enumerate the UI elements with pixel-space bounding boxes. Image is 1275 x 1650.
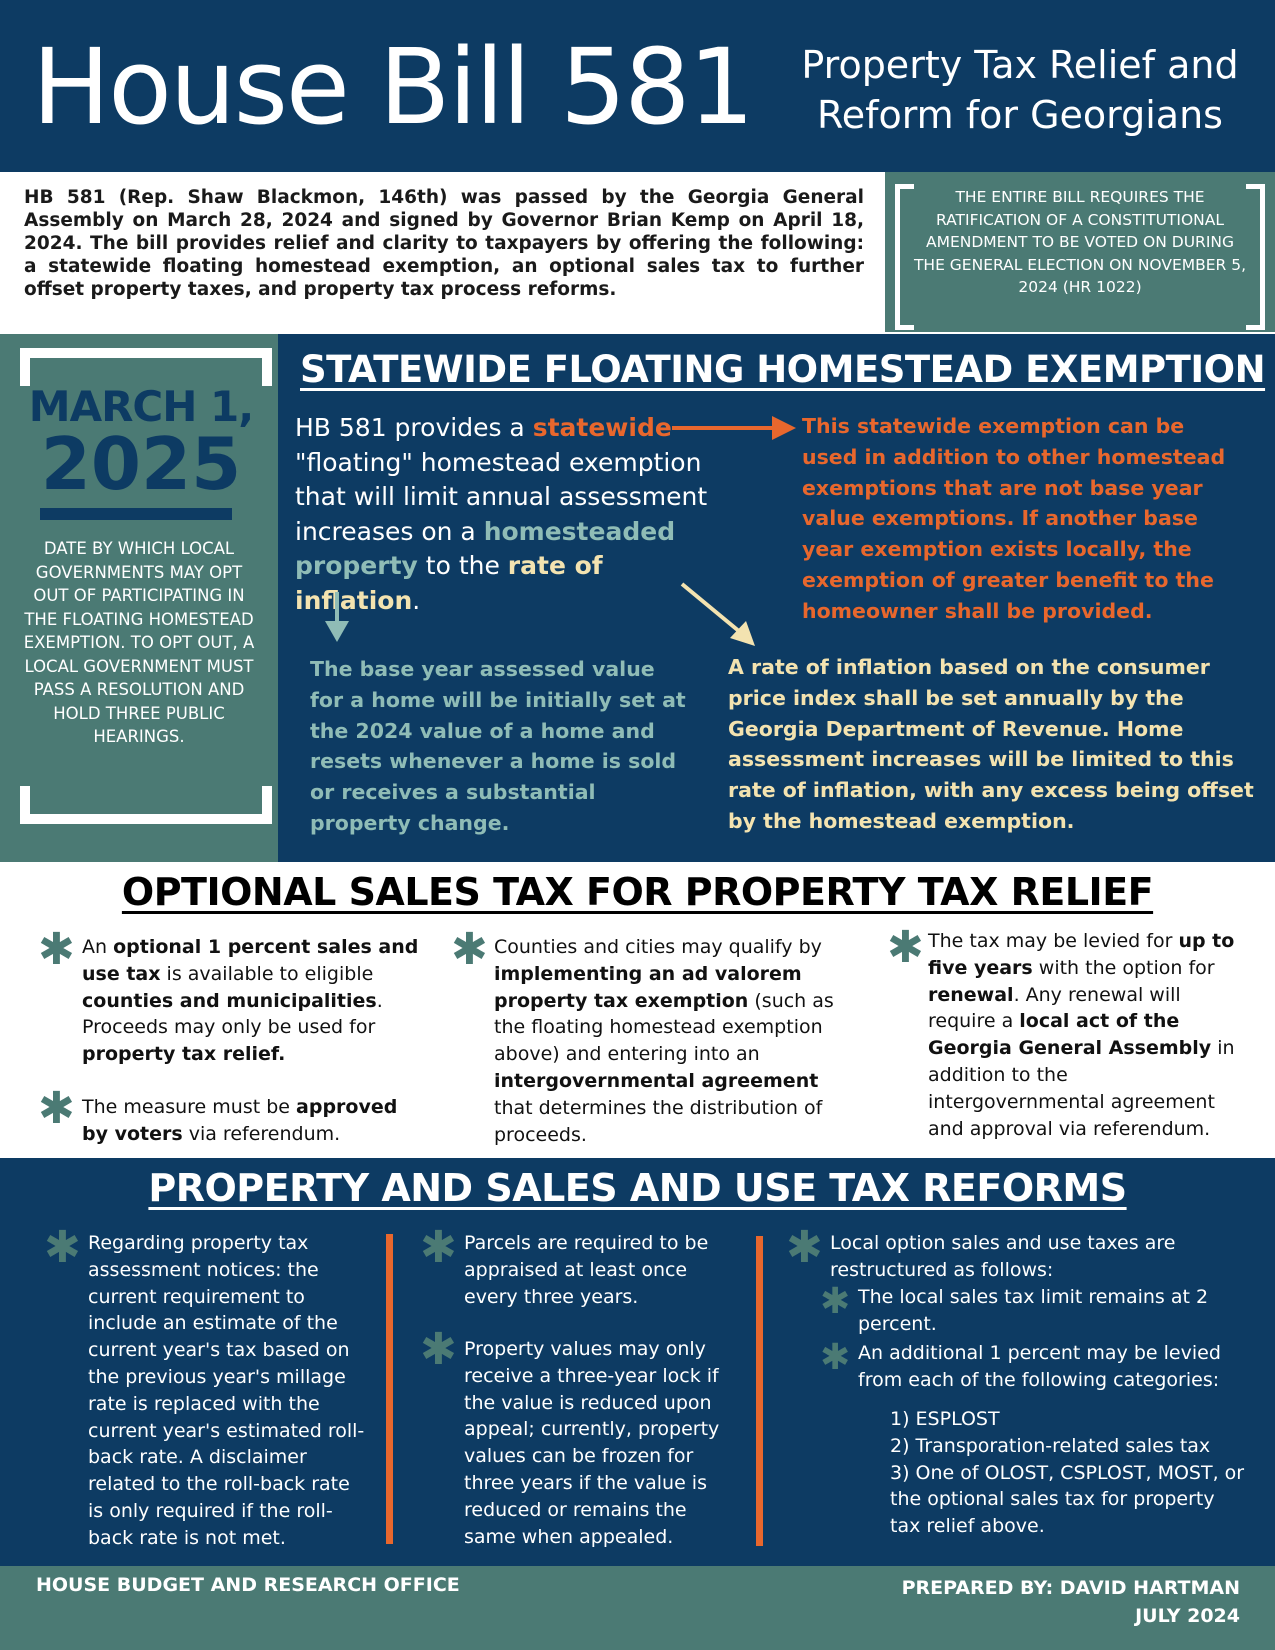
lead-text: HB 581 provides a — [295, 413, 533, 442]
subtitle-line-1: Property Tax Relief and — [801, 43, 1239, 87]
arrow-down-icon — [325, 592, 349, 642]
callout-text: THE ENTIRE BILL REQUIRES THE RATIFICATION OF A CONSTITUTIONAL AMENDMENT TO BE VOTED ON DURING THE GENERAL ELECTION ON NOVEMBER 5, 2024 (HR 1022) — [913, 188, 1247, 296]
text: . Proceeds may only be used for — [82, 989, 383, 1039]
additional-exemption-note: This statewide exemption can be used in addition to other homestead exemptions that are not base year value exemptions. If another base year exemption exists locally, the exemption of greater benefit to the homeowner shall be provided. — [802, 414, 1226, 623]
asterisk-icon: ✱ — [420, 1222, 457, 1273]
text: that determines the distribution of proceeds. — [494, 1096, 823, 1146]
sales-tax-approval — [82, 1094, 422, 1148]
emphasis: renewal — [928, 983, 1014, 1006]
emphasis: intergovernmental agreement — [494, 1069, 819, 1092]
emphasis: counties and municipalities — [82, 989, 377, 1012]
sales-tax-qualification — [494, 934, 834, 1148]
asterisk-icon: ✱ — [887, 922, 924, 973]
assessment-notice-reform: Regarding property tax assessment notices: the current requirement to include an estimate of the current year's tax based on the previous year's millage rate is replaced with the current year's estimated roll-back rate. A disclaimer related to the roll-back rate is only required if the roll-back rate is not met. — [88, 1232, 365, 1549]
reforms-title: PROPERTY AND SALES AND USE TAX REFORMS — [148, 1166, 1127, 1210]
inflation-note: A rate of inflation based on the consumer price index shall be set annually by the Georgia Department of Revenue. Home assessment increases will be limited to this rate of inflation, with any excess being offset by the homestead exemption. — [728, 655, 1254, 833]
text: (such as the floating homestead exemption above) and entering into an — [494, 989, 834, 1066]
asterisk-icon: ✱ — [420, 1324, 457, 1375]
sales-tax-title: OPTIONAL SALES TAX FOR PROPERTY TAX RELIEF — [121, 870, 1154, 914]
text: is available to eligible — [160, 962, 374, 985]
lead-text: "floating" homestead exemption that will limit annual assessment increases on a — [295, 447, 708, 546]
prepared-by: PREPARED BY: DAVID HARTMAN — [901, 1577, 1240, 1599]
emphasis: up to five years — [928, 930, 1235, 979]
subtitle-line-2: Reform for Georgians — [817, 93, 1223, 137]
lead-statewide: statewide — [532, 413, 672, 442]
asterisk-icon: ✱ — [38, 924, 75, 975]
intro-paragraph: HB 581 (Rep. Shaw Blackmon, 146th) was passed by the Georgia General Assembly on March 28, 2024 and signed by Governor Brian Kemp on April 18, 2024. The bill provides relief and clarity to taxpayers by offering the following: a statewide floating homestead exemption, an optional sales tax to further offset property taxes, and property tax process reforms. — [24, 187, 864, 300]
arrow-right-icon — [672, 416, 796, 440]
lead-text: to the — [417, 551, 508, 580]
preparer-info — [860, 1574, 1240, 1630]
text: An — [82, 936, 114, 958]
list-item: 1) ESPLOST — [890, 1408, 1000, 1430]
local-option-tax-intro: Local option sales and use taxes are restructured as follows: — [830, 1232, 1176, 1281]
additional-levy-item: An additional 1 percent may be levied from each of the following categories: — [858, 1342, 1221, 1391]
asterisk-icon: ✱ — [38, 1083, 75, 1134]
publish-date: JULY 2024 — [1135, 1605, 1240, 1627]
emphasis: approved by voters — [82, 1096, 398, 1145]
emphasis: local act of the Georgia General Assembly — [928, 1010, 1212, 1060]
emphasis: implementing an ad valorem property tax exemption — [494, 962, 802, 1012]
floating-exemption-title: STATEWIDE FLOATING HOMESTEAD EXEMPTION — [300, 348, 1266, 391]
sales-tax-limit-item: The local sales tax limit remains at 2 percent. — [858, 1286, 1209, 1335]
office-name: HOUSE BUDGET AND RESEARCH OFFICE — [36, 1574, 460, 1596]
asterisk-icon: ✱ — [820, 1281, 851, 1322]
asterisk-icon: ✱ — [44, 1222, 81, 1273]
deadline-month: MARCH 1, — [28, 382, 254, 431]
sales-tax-eligibility — [82, 934, 422, 1068]
asterisk-icon: ✱ — [451, 924, 488, 975]
base-year-note: The base year assessed value for a home will be initially set at the 2024 value of a home and resets whenever a home is sold or receives a substantial property change. — [310, 657, 686, 835]
text: . Any renewal will require a — [928, 983, 1181, 1033]
text: The tax may be levied for — [928, 930, 1179, 952]
appraisal-frequency-reform: Parcels are required to be appraised at least once every three years. — [464, 1232, 709, 1308]
lead-inflation: rate of inflation — [295, 551, 603, 615]
text: via referendum. — [182, 1122, 341, 1145]
deadline-year: 2025 — [40, 422, 242, 506]
list-item: 3) One of OLOST, CSPLOST, MOST, or the optional sales tax for property tax relief above. — [890, 1461, 1245, 1538]
emphasis: property tax relief. — [82, 1043, 286, 1066]
sales-tax-duration — [928, 928, 1248, 1142]
column-divider — [386, 1234, 393, 1544]
levy-category-list — [890, 1406, 1250, 1540]
lead-text: . — [412, 585, 421, 615]
asterisk-icon: ✱ — [786, 1222, 823, 1273]
deadline-description: DATE BY WHICH LOCAL GOVERNMENTS MAY OPT OUT OF PARTICIPATING IN THE FLOATING HOMESTEAD EXEMPTION. TO OPT OUT, A LOCAL GOVERNMENT MUST PASS A RESOLUTION AND HOLD THREE PUBLIC HEARINGS. — [23, 539, 255, 746]
arrow-diagonal-icon — [682, 584, 755, 646]
text: Counties and cities may qualify by — [494, 936, 822, 958]
column-divider — [756, 1236, 763, 1546]
value-lock-reform: Property values may only receive a three-year lock if the value is reduced upon appeal; currently, property values can be frozen for three years if the value is reduced or remains the same when appealed. — [464, 1338, 720, 1548]
text: in addition to the intergovernmental agreement and approval via referendum. — [928, 1037, 1235, 1140]
asterisk-icon: ✱ — [820, 1337, 851, 1378]
text: with the option for — [1032, 956, 1215, 979]
list-item: 2) Transporation-related sales tax — [890, 1434, 1211, 1457]
text: The measure must be — [82, 1096, 297, 1118]
emphasis: optional 1 percent sales and use tax — [82, 936, 419, 985]
page-title: House Bill 581 — [32, 26, 753, 148]
lead-homesteaded: homesteaded property — [295, 516, 676, 580]
